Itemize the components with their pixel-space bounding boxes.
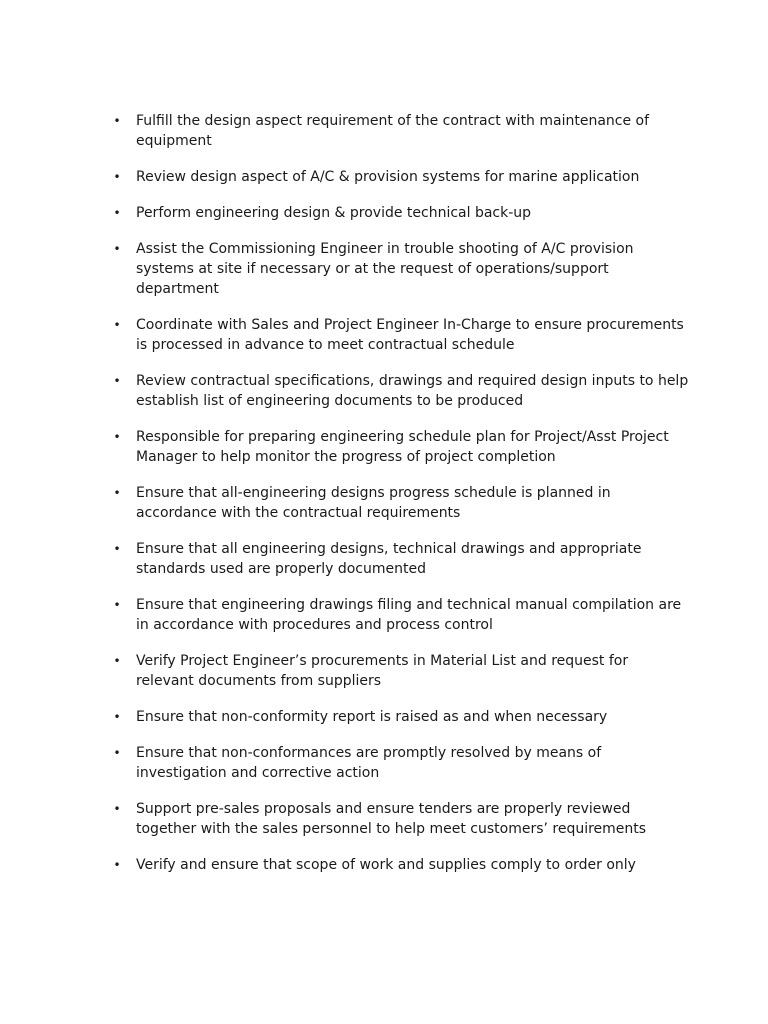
- list-item: [110, 483, 690, 523]
- bullet-icon: •: [113, 858, 121, 872]
- bullet-icon: •: [113, 242, 121, 256]
- list-item-text: Ensure that non-conformity report is raised as and when necessary: [136, 709, 608, 725]
- list-item-text: Review contractual specifications, drawings and required design inputs to help establish list of engineering documents to be produced: [136, 373, 689, 409]
- list-item-text: Fulfill the design aspect requirement of the contract with maintenance of equipment: [136, 113, 650, 149]
- list-item: [110, 167, 690, 187]
- list-item: [110, 595, 690, 635]
- list-item: [110, 315, 690, 355]
- list-item: [110, 239, 690, 299]
- list-item-text: Review design aspect of A/C & provision systems for marine application: [136, 169, 640, 185]
- bullet-icon: •: [113, 598, 121, 612]
- bullet-icon: •: [113, 170, 121, 184]
- list-item: [110, 111, 690, 151]
- list-item: [110, 371, 690, 411]
- list-item: [110, 707, 690, 727]
- bullet-icon: •: [113, 746, 121, 760]
- list-item: [110, 427, 690, 467]
- list-item-text: Ensure that engineering drawings filing and technical manual compilation are in accordance with procedures and process control: [136, 597, 682, 633]
- list-item: [110, 799, 690, 839]
- bullet-icon: •: [113, 430, 121, 444]
- list-item-text: Perform engineering design & provide technical back-up: [136, 205, 532, 221]
- list-item-text: Ensure that all-engineering designs progress schedule is planned in accordance with the contractual requirements: [136, 485, 611, 521]
- list-item-text: Verify and ensure that scope of work and supplies comply to order only: [136, 857, 636, 873]
- list-item: [110, 203, 690, 223]
- bullet-icon: •: [113, 318, 121, 332]
- list-item-text: Ensure that all engineering designs, technical drawings and appropriate standards used are properly documented: [136, 541, 642, 577]
- bullet-icon: •: [113, 114, 121, 128]
- list-item-text: Coordinate with Sales and Project Engineer In-Charge to ensure procurements is processed in advance to meet contractual schedule: [136, 317, 684, 353]
- bullet-icon: •: [113, 542, 121, 556]
- list-item: [110, 651, 690, 691]
- list-item-text: Ensure that non-conformances are promptly resolved by means of investigation and corrective action: [136, 745, 602, 781]
- list-item-text: Assist the Commissioning Engineer in trouble shooting of A/C provision systems at site if necessary or at the request of operations/support department: [136, 241, 634, 297]
- bullet-icon: •: [113, 710, 121, 724]
- responsibilities-list: [110, 111, 690, 891]
- list-item: [110, 855, 690, 875]
- bullet-icon: •: [113, 802, 121, 816]
- bullet-icon: •: [113, 654, 121, 668]
- bullet-icon: •: [113, 374, 121, 388]
- bullet-icon: •: [113, 206, 121, 220]
- list-item: [110, 539, 690, 579]
- bullet-icon: •: [113, 486, 121, 500]
- list-item-text: Responsible for preparing engineering schedule plan for Project/Asst Project Manager to help monitor the progress of project completion: [136, 429, 669, 465]
- list-item-text: Support pre-sales proposals and ensure tenders are properly reviewed together with the sales personnel to help meet customers’ requirements: [136, 801, 647, 837]
- list-item: [110, 743, 690, 783]
- list-item-text: Verify Project Engineer’s procurements in Material List and request for relevant documents from suppliers: [136, 653, 629, 689]
